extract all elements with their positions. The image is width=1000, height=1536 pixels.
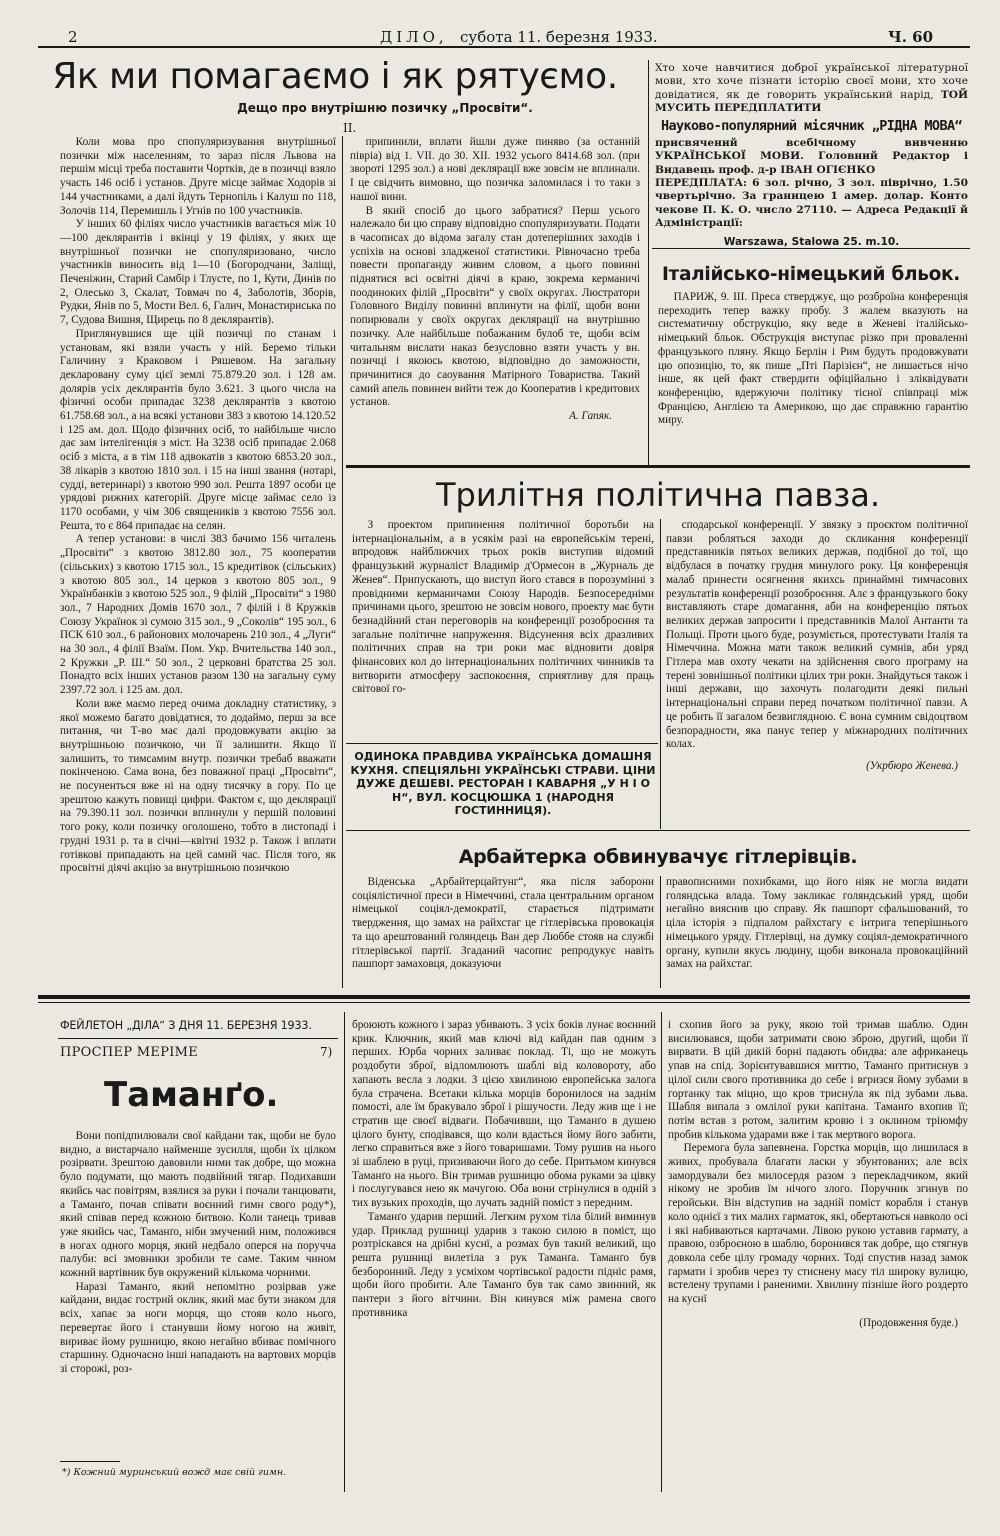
feuilleton-rule xyxy=(38,995,970,999)
column-divider xyxy=(342,136,343,988)
paragraph: Перемога була запевнена. Горстка морців, що лишилася в живих, пробувала благати ласки у збунтованих; але всіх замордували без милосердя разом з перекладчиком, який нікому не зробив їм нічого злого. Поручник згинув по геройськи. Він відступив на задній поміст корабля і станув коло однієї з тих малих гарматок, які, обертаються навколо осі і які набиваються картачами. Лівою рукою уставив гармату, а правою, озброєною в шаблю, боронився так добре, що стягнув довкола себе цілу громаду чорних. Тоді спустив назад замок гармати і зробив через ту стиснену масу тіл широку вулицю, встелену трупами і раненими. Хвилину пізніше його роздерто на куснї xyxy=(668,1142,968,1306)
article3-column2 xyxy=(666,519,968,774)
ad-text: Хто хоче навчитися доброї української літературної мови, хто хоче пізнати історію своєї мови, хто хоче довідатися, як де говорить український нарід, xyxy=(655,62,968,101)
feuilleton-column3 xyxy=(668,1019,968,1330)
article1-section-mark: II. xyxy=(343,121,357,135)
paragraph: В який спосіб до цього забратися? Перш усього належало би цю справу відповідно спопуляризувати. Подати в часописах до відома загалу стан дотеперішних заходів і успіхів на основі зладженої статистики. Рівночасно треба повести пропаганду живим словом, а цього повинні піднятися всі освітні діячі в краю, зокрема керманичі поодиноких філій „Просвіти“ у своїх округах. Люстратори Головного Виділу повинні вплинути на філії, щоби вони попирювали у своїх округах деклярації на внутрішню позичку. Але найбільше побажаним булоб те, щоби всім читальням вислати наказ безусловно взяти участь у вн. позичці і якоюсь квотою, відповідно до заможности, причинитися до саоування Матірного Товариства. Такий самий апель повинен вийти теж до Кооператив і кредитових установ. xyxy=(350,204,640,409)
ad-rule xyxy=(652,248,970,249)
feuilleton-author: ПРОСПЕР МЕРІМЕ xyxy=(60,1045,199,1060)
ad-union-restaurant: ОДИНОКА ПРАВДИВА УКРАЇНСЬКА ДОМАШНЯ КУХНЯ. СПЕЦІЯЛЬНІ УКРАЇНСЬКІ СТРАВИ. ЦІНИ ДУЖЕ ДЕШЕВІ. РЕСТОРАН І КАВАРНЯ „У Н І О Н“, ВУЛ. КОСЦЮШКА 1 (НАРОДНЯ ГОСТИННИЦЯ). xyxy=(350,750,656,817)
feuilleton-footnote: *) Кожний муринський вожд має свій гимн. xyxy=(62,1467,287,1478)
ad-text: присвячений всебічному вивченню УКРАЇНСЬКОЇ МОВИ. Головний Редактор і Видавець проф. д-р ІВАН ОГІЄНКО xyxy=(655,137,968,176)
paragraph: Наразі Таманґо, який непомітно розірвав уже кайдани, видає гострий оклик, який має бути знаком для всіх, хапає за ноги морця, що стояв коло нього, перевертає його і станувши йому ногою на живіт, вириває йому рушницю, якою негайно вбиває помічного старшину. Одночасно інші нападають на вартових морців зі сторожі, роз- xyxy=(60,1280,336,1375)
section-rule xyxy=(346,830,970,831)
article1-subtitle: Дещо про внутрішню позичку „Просвіти“. xyxy=(237,101,533,115)
article1-column1 xyxy=(60,136,336,876)
paragraph: Таманґо ударив перший. Легким рухом тіла білий виминув удар. Приклад рушниці ударив з такою силою в поміст, що розтріскався на дрібні куснї, а розмах був такий великий, що решта рушниці вилетіла з рук Таманґа. Таманґо був безборонний. Леду з усміхом чортівської радости підніс рамя, щоби його пробити. Але Таманґо був так само звинний, як пантери з його вітчини. Він кинувся між рамена свого противника xyxy=(352,1210,656,1319)
paragraph: сподарської конференції. У звязку з проєктом політичної павзи робляться заходи до скликання конференції представників пятьох великих держав, подібної до тої, що відбулася в початку грудня минулого року. Ця конференція малаб принести осягнення якихсь принаймні тимчасових результатів конференції розоброєння. Алє з французького боку виставляють старе домагання, аби на конференцію пятьох великих держав запросити і представників Малої Антанти та Польщі. Проти цього буде, розуміється, протестувати Італія та Німеччина. Можна мати також великий сумнів, аби уряд Гітлера мав охоту чекати на здійснення свого програму на терені зовнішньої політики цілих три роки. Знайдуться також і інші держави, що захочуть полагодити деякі пильні інтернаціональні справи перед початком політичної павзи. А це робить її загалом безвиглядною. Є вона сумним свідоцтвом безпорадности, яка панує тепер у міжнародних політичних колах. xyxy=(666,519,968,751)
issue-number: Ч. 60 xyxy=(888,28,934,46)
article2-title: Італійсько-німецький бльок. xyxy=(661,264,961,285)
ad-address: Warszawa, Stalowa 25. m.10. xyxy=(723,236,900,249)
paragraph: припинили, вплати йшли дуже пиняво (за останній півріа) від 1. VII. до 30. XII. 1932 усього 8414.68 зол. (при звороті 1295 зол.) а нові деклярації вже зовсім не вплинали. І це свідчить вимовно, що позичка заломилася і то таки з нашої вини. xyxy=(350,136,640,203)
article4-column2 xyxy=(666,876,968,972)
paragraph: Вони попідпилювали свої кайдани так, щоби не було видно, а вистарчало найменше зусилля, щоби їх цілком розірвати. Зрештою давовили ними так добре, що можна було подумати, що мають подвійний тягар. Подихавши якийсь час повітрям, взялися за руки і почали танцювати, а Таманґо, почав співати воєнний гимн свого роду*), який співав перед кожною битвою. Коли танець тривав уже якийсь час, Таманґо, ніби змучений ним, положився в ногах одного морця, який недбало оперся на поручча палуби: всі змовники зробили те саме. Таким чином кожний вартівник був окружений кількома чорними. xyxy=(60,1130,336,1280)
footnote-rule xyxy=(60,1461,120,1462)
feuilleton-title: Таманґо. xyxy=(104,1075,279,1115)
article4-column1 xyxy=(352,876,654,972)
header-rule xyxy=(38,46,970,48)
feuilleton-column2 xyxy=(352,1019,656,1320)
feuilleton-part: 7) xyxy=(320,1045,333,1059)
ad-text-bold: ТОЙ МУСИТЬ ПЕРЕДПЛАТИТИ xyxy=(655,88,968,114)
ad-title: Науково-популярний місячник „РІДНА МОВА“ xyxy=(660,118,963,135)
feuilleton-continuation: (Продовження буде.) xyxy=(859,1316,958,1329)
article1-column2 xyxy=(350,136,640,424)
article1-signature: А. Гапяк. xyxy=(569,410,612,423)
feuilleton-header: ФЕЙЛЕТОН „ДІЛА“ З ДНЯ 11. БЕРЕЗНЯ 1933. xyxy=(60,1019,312,1032)
column-divider xyxy=(648,60,649,465)
column-divider xyxy=(661,1012,662,1492)
paragraph: А тепер установи: в числі 383 бачимо 156 читалень „Просвіти“ з квотою 3812.80 зол., 75 кооператив (сільських) з квотою 1715 зол., 15 кредитівок (сільських) з квотою 805 зол., 14 церков з квотою 805 зол., 9 Українбанків з квотою 525 зол., 9 філій „Просвіти“ з 1980 зол., 7 Народних Домів 1670 зол., 7 філій і 8 Кружків Союзу Українок зі сумою 315 зол., 9 „Соколів“ 195 зол., 6 ПСК 610 зол., 6 районових молочарень 210 зол., 4 „Луги“ на 30 зол., 4 філії Взаїм. Пом. Укр. Вчительства 140 зол., 2 Кружки „Р. Ш.“ 50 зол., 2 церковні братства 25 зол. Понадто всіх інших установ разом 130 на загальну суму 2397.72 зол. і 125 ам. дол. xyxy=(60,533,336,697)
paragraph: З проектом припинення політичної боротьби на інтернаціональнім, а в усякім разі на европейськім терені, впродовж найближчих трьох років виступив відомий французький журналіст Владимір д'Ормесон в „Журналь де Женев“. Припускають, що виступ його стався в порозумінні з провідними керманичами Союзу Народів. Безпосередніми причинами цього, зрештою не зовсім нового, проекту має бути безнадійний стан переговорів на конференції розоброєння та загальне політичне напруження. Відсунення всіх дразливих політичних справ на три роки має відновити довіря фінансових кол до інтернаціональних політичних чинників та витворити атмосферу заспокоєння, сприятливу для праць світової го- xyxy=(352,519,654,696)
article4-title: Арбайтерка обвинувачує гітлерівців. xyxy=(458,846,858,868)
paragraph: і схопив його за руку, якою той тримав шаблю. Один висилювався, щоби затримати свою зброю, другий, щоби її вирвати. В цій дикій борні падають обидва: але африканець упав на спід. Зорієнтувавшися миттю, Таманґо притиснув з цілої сили свого противника до себе і вгризся йому зубами в гортанку так міцно, що кров трисну́ла як під зубами льва. Шабля випала з омлілої руки капітана. Таманґо вхопив її; потім встав з ротом, залитим кровю і з оклином тріюмфу пробив кількома ударами вже і так мертвого ворога. xyxy=(668,1019,968,1141)
article1-title: Як ми помагаємо і як рятуємо. xyxy=(52,56,618,97)
paragraph: Віденська „Арбайтерцайтунг“, яка після заборони соціялістичної преси в Німеччині, стала центральним органом німецької соціял-демократії, старається підтримати твердження, що замах на райхстаг це гітлерівська провокація та що арештований голяндець Ван дер Люббе стояв на службі гітлерівської партії. Згаданий часопис репродукує навіть пашпорт замаховця, доказуючи xyxy=(352,876,654,971)
article3-signature: (Укрбюро Женева.) xyxy=(866,759,958,772)
feuilleton-rule-thin xyxy=(38,1002,970,1003)
article3-title: Трилітня політична павза. xyxy=(435,476,881,514)
paragraph: правописними похибками, що його ніяк не могла видати голяндська влада. Тому закликає голяндський уряд, щоби негайно вияснив цю справу. Як пашпорт сфальшований, то ціла історія з підпалом райхстагу є інтрига теперішнього німецького уряду. Гітлерівці, на думку соціял-демократичного органу, купили якусь людину, щоби виконала провокаційний замах на райхстаг. xyxy=(666,876,968,971)
page-number: 2 xyxy=(68,28,78,46)
paragraph: броюють кожного і зараз убивають. З усіх боків лунає воєнний крик. Ключник, який мав ключі від кайдан пав одним з перших. Юрба чорних заливає поклад. Ті, що не можуть роздобути зброї, відломлюють шаблі від коловороту, або хапають весла з лодки. З цією хвилиною европейська залога була страчена. Всетаки кілька морців боронилося на заднім помості, але їм бракувало зброї і рішучости. Леду жив ще і не стратив ще своєї відваги. Побачивши, що Таманґо в душею цілого бунту, сподівався, що коли вдасться йому його забити, легко справиться вже з його товаришами. Тому рушив на нього зі шаблею в руці, призиваючи його до себе. Притьмом кинувся Таманґо на нього. Він тримав рушницю обома руками за цівку і послугувався нею як мачугою. Оба вони стрінулися в одній з тих вузьких проходів, що лучать задній поміст з передним. xyxy=(352,1019,656,1210)
column-divider xyxy=(660,876,661,988)
column-divider xyxy=(660,519,661,829)
ad-text: ПЕРЕДПЛАТА: 6 зол. річно, 3 зол. піврічно, 1.50 чвертьрічно. За границею 1 амер. долар. Конто чекове П. К. О. число 27110. — Адреса Редакції й Адміністрації: xyxy=(655,177,968,229)
ad-rule xyxy=(346,743,658,744)
issue-date: субота 11. березня 1933. xyxy=(460,28,658,46)
ad-ridna-mova xyxy=(655,62,968,250)
paragraph: У інших 60 філіях число участників вагається між 10—100 деклярантів і вкінці у 19 філіях, у яких ще внутрішньої позички не спопуляризовано, число участників виносить від 1—10 (Богородчани, Заліщі, Печеніжин, Старий Самбір і Тлусте, по 1, Кути, Динів по 2, Олесько 3, Скалат, Товмач по 4, Заболотів, Зборів, Рудки, Янів по 5, Мости Вел. 6, Галич, Монастириська по 7, Судова Вишня, Щирець по 8 деклярантів). xyxy=(60,218,336,327)
feuilleton-header-rule xyxy=(58,1038,338,1039)
masthead: ДІЛО, xyxy=(380,28,448,46)
article2-body xyxy=(658,291,968,428)
paragraph: Коли мова про спопуляризування внутрішньої позички між населенням, то зараз після Львова на першім місці треба поставити Чортків, де в позичці взяло участь 146 осіб і установ. Друге місце займає Ходорів зі 144 участниками, а далі йдуть Тернопіль і Калуш по 118, Золочів 114, Перемишль і Угнів по 100 участників. xyxy=(60,136,336,217)
article3-column1 xyxy=(352,519,654,697)
paragraph: Приглянувшися ще цій позичці по станам і установам, які взяли участь у ній. Беремо тільки Галичину з Краковом і Ряшевом. На загальну декларовану суму цієї землі 75.879.20 зол. і 128 ам. долярів усіх деклярантів було 3.621. З цього числа на фізичні особи припадає 3238 деклярантів з квотою 61.758.68 зол., а на всякі установи 383 з квотою 14.120.52 і 125 ам. дол. Щодо фізичних осіб, то найбільше число дає зам інтелігенція з міст. На 3238 осіб припадає 2.068 осіб з міста, а в тім 118 адвокатів з квотою 6853.20 зол., 38 лікарів з квотою 1810 зол. і 15 на інші звання (нотарі, судді, ветеринарі) з квотою 990 зол. Решта 1897 особи це урядові рижних категорій. Друге місце займає село із 1170 особами, у чім 306 священиків з квотою 7556 зол. Решта, то є 864 припадає на селян. xyxy=(60,327,336,532)
feuilleton-column1 xyxy=(60,1130,336,1377)
paragraph: ПАРИЖ, 9. III. Преса стверджує, що розброїна конференція переходить тепер важку пробу. З жалем вказують на систематичну обструкцію, яку веде в Женеві італійсько-німецький бльок. Обструкція виступає різко при проваленні французького пляну. Якщо Берлін і Рим будуть продовжувати цю опозицію, то, як пише „Пті Парізієн“, не лишається нічо інше, як цей факт ствердити офіційально і зліквідувати конференцію, вдержуючи політику тісної співпраці між Францією, Англією та Америкою, що дає справжню гарантію миру. xyxy=(658,291,968,427)
paragraph: Коли вже маємо перед очима докладну статистику, з якої можемо багато довідатися, то додаймо, перш за все питання, чи Т-во має далі продовжувати акцію за внутрішньою позичкою, чи її залишити. Якщо її залишить, то тимсамим внутр. позички требаб вважати покінченою. Сама вона, без поважної праці „Просвіти“, не посуненться вже ні на одну тисячку в гору. По це зрештою кажуть повищі цифри. Фактом є, що деклярації на 79.390.11 зол. позички вплинули у першій половині того року, коли позичку оголошено, тобто в листопаді і грудні 1931 р. та в січні—квітні 1932 р. Також і вплати готівкові припадають на цей самий час. Після того, як просвітні діячі акцію за внутрішньою позичкою xyxy=(60,697,336,875)
column-divider xyxy=(344,1012,345,1492)
section-rule xyxy=(346,465,970,468)
page-header xyxy=(40,26,970,48)
